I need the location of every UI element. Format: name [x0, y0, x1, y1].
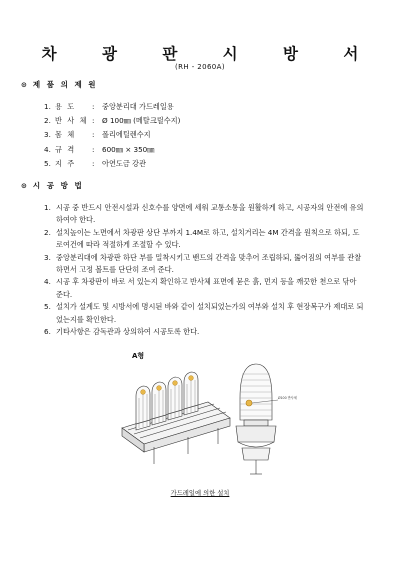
spec-label: 용 도: [55, 102, 76, 111]
step-item: [44, 202, 364, 227]
step-number: 4.: [44, 277, 51, 287]
spec-number: 3.: [44, 130, 51, 140]
step-text: 설치가 설계도 및 시방서에 명시된 바와 같이 설치되었는가의 여부와 설치 후 현장복구가 제대로 되었는지를 확인한다.: [56, 302, 364, 324]
step-number: 6.: [44, 327, 51, 337]
reflector-note-text: Ø100 반사체: [278, 396, 297, 400]
document-title: 차 광 판 시 방 서: [41, 45, 379, 63]
spec-list: [44, 100, 180, 171]
spec-colon: :: [92, 116, 95, 126]
guardrail-isometric-drawing: [122, 372, 230, 464]
installation-drawing: [118, 356, 297, 481]
section-heading-method-label: 시 공 방 법: [32, 181, 84, 190]
panel-cross-section-drawing: [236, 364, 297, 474]
section-heading-specs-label: 제 품 의 제 원: [32, 80, 98, 89]
step-item: [44, 252, 364, 277]
step-number: 2.: [44, 227, 51, 237]
installation-steps: [44, 202, 364, 338]
section-heading-specs: [21, 79, 98, 90]
spec-label: 반 사 체: [55, 116, 88, 126]
spec-value: 중앙분리대 가드레일용: [102, 102, 174, 111]
step-item: [44, 276, 364, 301]
spec-row: [44, 128, 180, 142]
step-item: [44, 301, 364, 326]
spec-value: 아연도금 강관: [102, 158, 146, 168]
spec-number: 5.: [44, 158, 51, 168]
step-item: [44, 227, 364, 252]
section-heading-method: [21, 180, 84, 191]
step-text: 기타사항은 감독관과 상의하여 시공토록 한다.: [56, 327, 200, 337]
spec-value: 600㎜ × 350㎜: [102, 144, 155, 154]
step-number: 5.: [44, 302, 51, 312]
step-number: 1.: [44, 203, 51, 212]
spec-number: 2.: [44, 116, 51, 126]
spec-number: 4.: [44, 144, 51, 154]
spec-colon: :: [92, 102, 95, 111]
spec-row: [44, 114, 180, 128]
spec-label: 규 격: [55, 144, 76, 154]
model-number: (RH - 2060A): [175, 63, 225, 71]
spec-colon: :: [92, 144, 95, 154]
step-number: 3.: [44, 252, 51, 262]
step-text: 시공 후 차광판이 바로 서 있는지 확인하고 반사체 표면에 묻은 흙, 먼지 등을 깨끗한 천으로 닦아 준다.: [56, 277, 357, 299]
step-text: 중앙분리대에 차광판 하단 부를 밀착시키고 밴드의 간격을 맞추어 조립하되, 뚫어짐의 여부를 관찰하면서 고정 볼트를 단단히 조여 준다.: [56, 252, 362, 275]
spec-value: Ø 100㎜ (메탈크릴수지): [102, 116, 181, 126]
figure-caption: 가드레일에 의한 설치: [170, 490, 230, 497]
step-item: [44, 326, 364, 338]
figure-type-label: A형: [132, 352, 145, 360]
spec-colon: :: [92, 158, 95, 168]
bullet-circle-icon: ⊙: [21, 181, 27, 190]
spec-label: 지 주: [55, 158, 76, 168]
spec-row: [44, 100, 180, 114]
spec-colon: :: [92, 130, 95, 140]
spec-row: [44, 157, 180, 171]
step-text: 시공 중 반드시 안전시설과 신호수를 양면에 세워 교통소통을 원활하게 하고, 시공자의 안전에 유의 하여야 한다.: [56, 203, 364, 225]
bullet-circle-icon: ⊙: [21, 80, 27, 89]
spec-number: 1.: [44, 102, 51, 111]
spec-value: 폴리에틸렌수지: [102, 130, 151, 140]
step-text: 설치높이는 노면에서 차광판 상단 부까지 1.4M로 하고, 설치거리는 4M 간격을 원칙으로 하되, 도로여건에 따라 적절하게 조절할 수 있다.: [56, 227, 360, 250]
spec-row: [44, 143, 180, 157]
spec-label: 몸 체: [55, 130, 76, 140]
